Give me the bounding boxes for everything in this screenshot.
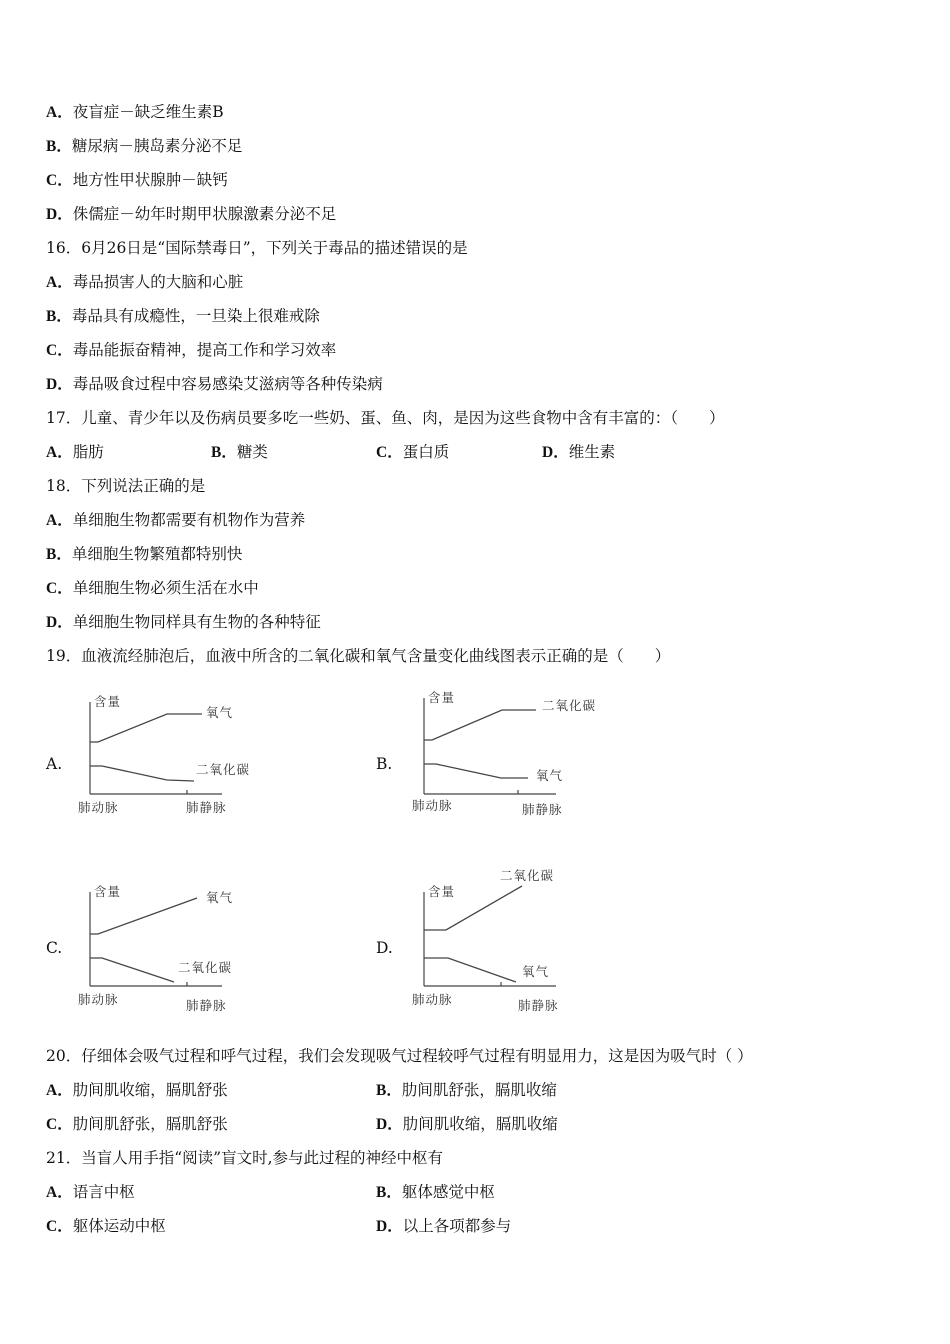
q19-graph-a-letter: A. — [46, 755, 63, 773]
q19-graph-a — [72, 690, 272, 820]
graph-c-upper-curve — [90, 898, 197, 934]
graph-a-y-label: 含量 — [94, 694, 122, 709]
q20-option-a: A．肋间肌收缩，膈肌舒张 — [46, 1081, 228, 1099]
graph-b-upper-curve — [424, 710, 536, 740]
graph-a-svg — [72, 690, 272, 820]
graph-d-x-start: 肺动脉 — [412, 992, 453, 1007]
q17-stem: 17．儿童、青少年以及伤病员要多吃一些奶、蛋、鱼、肉，是因为这些食物中含有丰富的：（ ） — [46, 409, 725, 427]
q17-option-c: C．蛋白质 — [376, 443, 450, 461]
graph-c-upper-label: 氧气 — [206, 890, 234, 905]
q19-graph-b — [406, 686, 626, 820]
q20-stem: 20．仔细体会吸气过程和呼气过程，我们会发现吸气过程较呼气过程有明显用力，这是因为吸气时（ ） — [46, 1047, 753, 1065]
q18-option-d: D．单细胞生物同样具有生物的各种特征 — [46, 613, 321, 631]
q19-graph-d — [406, 864, 626, 1016]
graph-b-upper-label: 二氧化碳 — [542, 698, 597, 713]
graph-a-lower-label: 二氧化碳 — [196, 762, 251, 777]
q18-option-c: C．单细胞生物必须生活在水中 — [46, 579, 259, 597]
graph-b-x-start: 肺动脉 — [412, 798, 453, 813]
graph-a-x-end: 肺静脉 — [186, 800, 227, 815]
graph-a-upper-curve — [90, 714, 202, 742]
q15-option-a: A．夜盲症－缺乏维生素B — [46, 103, 224, 121]
graph-d-lower-label: 氧气 — [522, 964, 550, 979]
q16-stem: 16．6月26日是“国际禁毒日”，下列关于毒品的描述错误的是 — [46, 239, 468, 257]
graph-b-y-label: 含量 — [428, 690, 456, 705]
q17-option-b: B．糖类 — [211, 443, 268, 461]
graph-c-y-label: 含量 — [94, 884, 122, 899]
graph-a-x-start: 肺动脉 — [78, 800, 119, 815]
q16-option-a: A．毒品损害人的大脑和心脏 — [46, 273, 244, 291]
graph-c-lower-curve — [90, 958, 174, 982]
q19-graph-c-letter: C. — [46, 939, 63, 957]
graph-c-x-start: 肺动脉 — [78, 992, 119, 1007]
graph-b-lower-curve — [424, 764, 528, 778]
graph-a-lower-curve — [90, 766, 194, 781]
q18-option-a: A．单细胞生物都需要有机物作为营养 — [46, 511, 306, 529]
q17-option-d: D．维生素 — [542, 443, 616, 461]
graph-b-lower-label: 氧气 — [536, 768, 564, 783]
graph-d-x-end: 肺静脉 — [518, 998, 559, 1013]
graph-c-x-end: 肺静脉 — [186, 998, 227, 1013]
graph-a-upper-label: 氧气 — [206, 705, 234, 720]
q21-stem: 21．当盲人用手指“阅读”盲文时,参与此过程的神经中枢有 — [46, 1149, 444, 1167]
q17-option-a: A．脂肪 — [46, 443, 104, 461]
graph-d-svg — [406, 864, 626, 1016]
q20-option-b: B．肋间肌舒张，膈肌收缩 — [376, 1081, 557, 1099]
q19-graph-b-letter: B. — [376, 755, 393, 773]
q19-stem: 19．血液流经肺泡后，血液中所含的二氧化碳和氧气含量变化曲线图表示正确的是（ ） — [46, 647, 671, 665]
q16-option-c: C．毒品能振奋精神，提高工作和学习效率 — [46, 341, 337, 359]
q15-option-c: C．地方性甲状腺肿－缺钙 — [46, 171, 228, 189]
q18-stem: 18．下列说法正确的是 — [46, 477, 206, 495]
q19-graph-c — [72, 880, 272, 1016]
q20-option-d: D．肋间肌收缩，膈肌收缩 — [376, 1115, 558, 1133]
graph-c-lower-label: 二氧化碳 — [178, 960, 233, 975]
q21-option-a: A．语言中枢 — [46, 1183, 135, 1201]
graph-b-svg — [406, 686, 626, 820]
q19-graph-d-letter: D. — [376, 939, 393, 957]
q18-option-b: B．单细胞生物繁殖都特别快 — [46, 545, 243, 563]
q21-option-d: D．以上各项都参与 — [376, 1217, 512, 1235]
q15-option-d: D．侏儒症－幼年时期甲状腺激素分泌不足 — [46, 205, 337, 223]
q16-option-d: D．毒品吸食过程中容易感染艾滋病等各种传染病 — [46, 375, 383, 393]
graph-d-upper-label: 二氧化碳 — [500, 868, 555, 883]
graph-c-svg — [72, 880, 272, 1016]
q21-option-b: B．躯体感觉中枢 — [376, 1183, 495, 1201]
graph-b-x-end: 肺静脉 — [522, 802, 563, 817]
graph-d-y-label: 含量 — [428, 884, 456, 899]
q16-option-b: B．毒品具有成瘾性，一旦染上很难戒除 — [46, 307, 320, 325]
q20-option-c: C．肋间肌舒张，膈肌舒张 — [46, 1115, 228, 1133]
graph-d-lower-curve — [424, 958, 516, 982]
q15-option-b: B．糖尿病－胰岛素分泌不足 — [46, 137, 243, 155]
q21-option-c: C．躯体运动中枢 — [46, 1217, 166, 1235]
